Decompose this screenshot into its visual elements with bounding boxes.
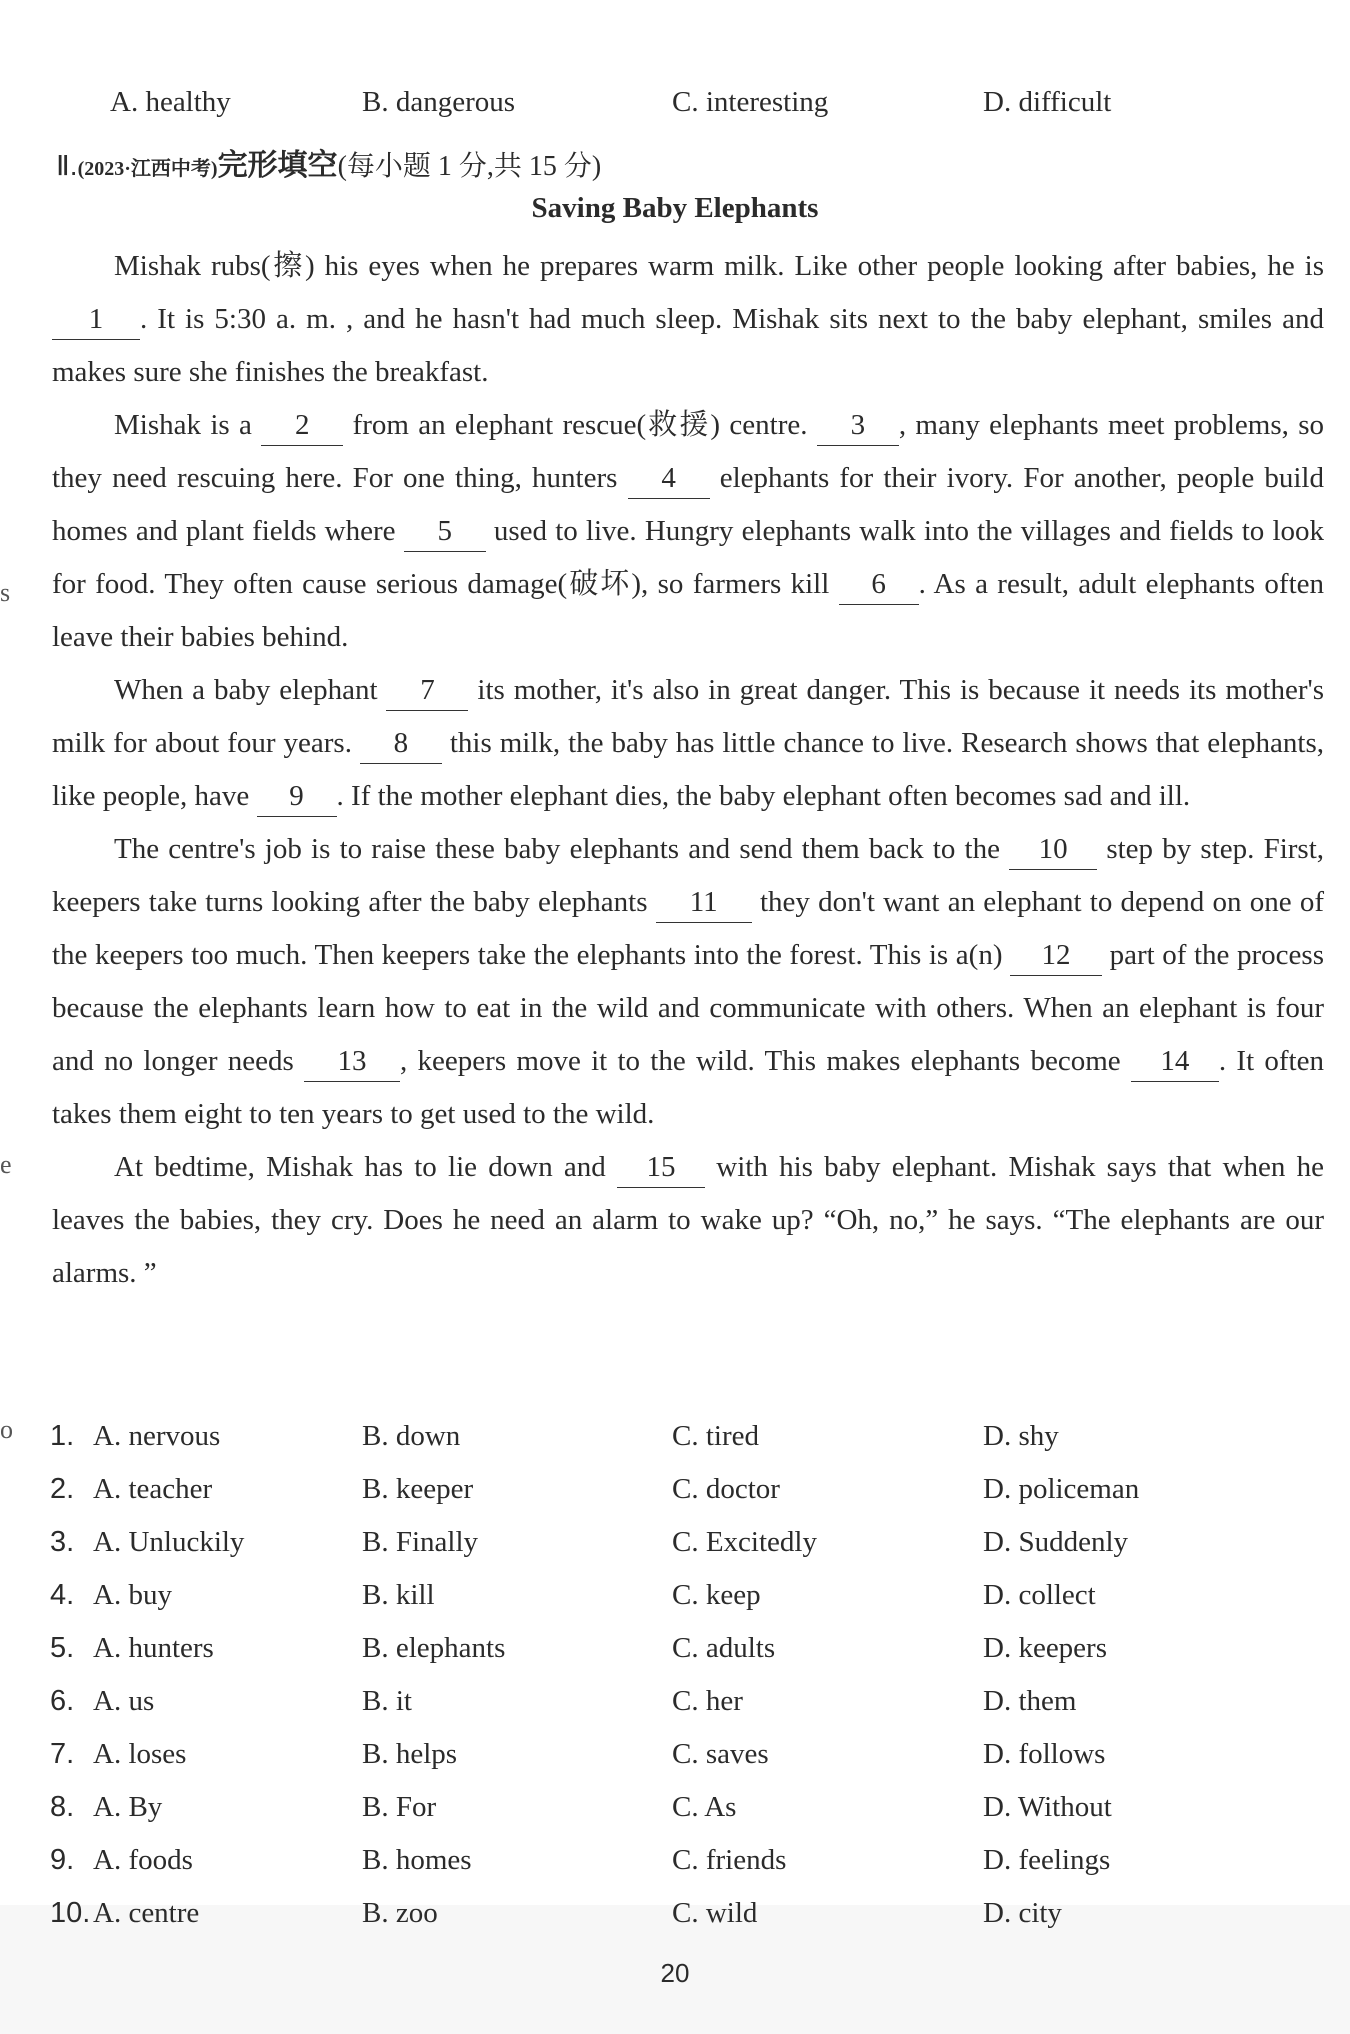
- option-d: D. keepers: [983, 1632, 1108, 1664]
- question-row: [0, 1473, 1350, 1513]
- answer-blank: 10: [1009, 829, 1097, 870]
- question-row: [0, 1526, 1350, 1566]
- option-a: A. buy: [93, 1579, 172, 1611]
- answer-blank: 13: [304, 1041, 400, 1082]
- cloze-passage: [52, 240, 1324, 1300]
- option-c: C. tired: [672, 1420, 759, 1452]
- option-c: C. saves: [672, 1738, 769, 1770]
- passage-text: step by step. First, keepers take turns looking after the baby elephants: [52, 833, 1324, 918]
- passage-text: from an elephant rescue(救援) centre.: [343, 409, 817, 441]
- option-d: D. Without: [983, 1791, 1112, 1823]
- option-c: C. keep: [672, 1579, 761, 1611]
- question-number: 1.: [50, 1420, 75, 1452]
- answer-blank: 5: [404, 511, 486, 552]
- option-c: C. wild: [672, 1897, 758, 1929]
- option-a: A. hunters: [93, 1632, 214, 1664]
- option-a: A. Unluckily: [93, 1526, 245, 1558]
- margin-fragment: s: [0, 578, 11, 607]
- answer-blank: 11: [656, 882, 752, 923]
- question-number: 3.: [50, 1526, 75, 1558]
- option-b: B. keeper: [362, 1473, 474, 1505]
- answer-blank: 15: [617, 1147, 705, 1188]
- option-b: B. down: [362, 1420, 461, 1452]
- option-b: B. zoo: [362, 1897, 438, 1929]
- passage-text: used to live. Hungry elephants walk into the villages and fields to look for food. They often cause serious damage(破坏), so farmers kill: [52, 515, 1324, 600]
- option-b: B. kill: [362, 1579, 435, 1611]
- question-number: 9.: [50, 1844, 75, 1876]
- option-b: B. helps: [362, 1738, 458, 1770]
- option-a: A. healthy: [110, 86, 231, 118]
- option-b: B. dangerous: [362, 86, 516, 118]
- passage-text: Mishak is a: [114, 409, 262, 441]
- option-c: C. As: [672, 1791, 737, 1823]
- option-d: D. feelings: [983, 1844, 1111, 1876]
- passage-text: its mother, it's also in great danger. This is because it needs its mother's milk for about four years.: [52, 674, 1324, 759]
- section-number: Ⅱ.: [56, 150, 78, 181]
- question-row: [0, 1632, 1350, 1672]
- question-row: [0, 1420, 1350, 1460]
- passage-text: this milk, the baby has little chance to live. Research shows that elephants, like people, have: [52, 727, 1324, 812]
- option-a: A. nervous: [93, 1420, 221, 1452]
- option-a: A. foods: [93, 1844, 193, 1876]
- option-d: D. difficult: [983, 86, 1112, 118]
- option-c: C. friends: [672, 1844, 787, 1876]
- question-number: 10.: [50, 1897, 91, 1929]
- option-a: A. By: [93, 1791, 163, 1823]
- option-c: C. interesting: [672, 86, 829, 118]
- answer-blank: 1: [52, 299, 140, 340]
- passage-text: part of the process because the elephants learn how to eat in the wild and communicate with others. When an elephant is four and no longer needs: [52, 939, 1324, 1077]
- option-c: C. Excitedly: [672, 1526, 817, 1558]
- passage-text: . It often takes them eight to ten years to get used to the wild.: [52, 1045, 1324, 1130]
- passage-paragraph: [52, 823, 1324, 1141]
- option-d: D. policeman: [983, 1473, 1140, 1505]
- margin-fragment: o: [0, 1415, 13, 1444]
- option-a: A. centre: [93, 1897, 200, 1929]
- passage-paragraph: [52, 399, 1324, 664]
- question-row: [0, 1579, 1350, 1619]
- passage-text: When a baby elephant: [114, 674, 387, 706]
- answer-blank: 2: [261, 405, 343, 446]
- option-b: B. elephants: [362, 1632, 506, 1664]
- option-b: B. homes: [362, 1844, 472, 1876]
- option-a: A. loses: [93, 1738, 187, 1770]
- answer-blank: 7: [386, 670, 468, 711]
- answer-blank: 3: [817, 405, 899, 446]
- passage-text: . As a result, adult elephants often leave their babies behind.: [52, 568, 1325, 653]
- question-number: 5.: [50, 1632, 75, 1664]
- section-heading: [56, 140, 601, 184]
- passage-text: with his baby elephant. Mishak says that when he leaves the babies, they cry. Does he need an alarm to wake up? “Oh, no,” he says. “The elephants are our alarms. ”: [52, 1151, 1324, 1289]
- passage-paragraph: [52, 240, 1324, 399]
- option-a: A. us: [93, 1685, 155, 1717]
- page-number: 20: [660, 1958, 690, 1988]
- option-c: C. her: [672, 1685, 743, 1717]
- section-scoring-note: (每小题 1 分,共 15 分): [337, 151, 602, 182]
- passage-paragraph: [52, 1141, 1324, 1300]
- passage-text: , keepers move it to the wild. This makes elephants become: [400, 1045, 1131, 1077]
- question-row: [0, 1791, 1350, 1831]
- option-d: D. city: [983, 1897, 1062, 1929]
- question-row: [0, 1897, 1350, 1937]
- question-number: 8.: [50, 1791, 75, 1823]
- option-c: C. doctor: [672, 1473, 780, 1505]
- passage-text: The centre's job is to raise these baby elephants and send them back to the: [114, 833, 1010, 865]
- question-row: [0, 1844, 1350, 1884]
- option-d: D. Suddenly: [983, 1526, 1128, 1558]
- option-b: B. For: [362, 1791, 437, 1823]
- answer-blank: 14: [1131, 1041, 1219, 1082]
- passage-text: . It is 5:30 a. m. , and he hasn't had much sleep. Mishak sits next to the baby elephant, smiles and makes sure she finishes the breakfast.: [52, 303, 1324, 388]
- option-b: B. it: [362, 1685, 412, 1717]
- passage-text: Mishak rubs(擦) his eyes when he prepares warm milk. Like other people looking after babies, he is: [114, 250, 1324, 282]
- answer-blank: 9: [257, 776, 337, 817]
- passage-text: . If the mother elephant dies, the baby elephant often becomes sad and ill.: [336, 780, 1191, 812]
- option-d: D. collect: [983, 1579, 1096, 1611]
- question-row: [0, 1738, 1350, 1778]
- answer-blank: 8: [360, 723, 442, 764]
- section-title: 完形填空: [217, 148, 338, 183]
- article-title: Saving Baby Elephants: [531, 192, 819, 224]
- option-c: C. adults: [672, 1632, 776, 1664]
- passage-paragraph: [52, 664, 1324, 823]
- passage-text: At bedtime, Mishak has to lie down and: [114, 1151, 618, 1183]
- margin-fragment: e: [0, 1150, 12, 1179]
- section-source: (2023·江西中考): [77, 158, 218, 180]
- question-number: 2.: [50, 1473, 75, 1505]
- question-number: 4.: [50, 1579, 75, 1611]
- option-d: D. shy: [983, 1420, 1059, 1452]
- option-d: D. follows: [983, 1738, 1106, 1770]
- passage-text: they don't want an elephant to depend on one of the keepers too much. Then keepers take the elephants into the forest. This is a(n): [52, 886, 1324, 971]
- option-d: D. them: [983, 1685, 1077, 1717]
- option-a: A. teacher: [93, 1473, 213, 1505]
- question-row: [0, 1685, 1350, 1725]
- question-number: 6.: [50, 1685, 75, 1717]
- passage-text: , many elephants meet problems, so they need rescuing here. For one thing, hunters: [52, 409, 1324, 494]
- passage-text: elephants for their ivory. For another, people build homes and plant fields where: [52, 462, 1324, 547]
- answer-blank: 6: [839, 564, 919, 605]
- answer-blank: 12: [1010, 935, 1102, 976]
- option-b: B. Finally: [362, 1526, 479, 1558]
- answer-blank: 4: [628, 458, 710, 499]
- previous-question-options: [0, 86, 1350, 126]
- question-number: 7.: [50, 1738, 75, 1770]
